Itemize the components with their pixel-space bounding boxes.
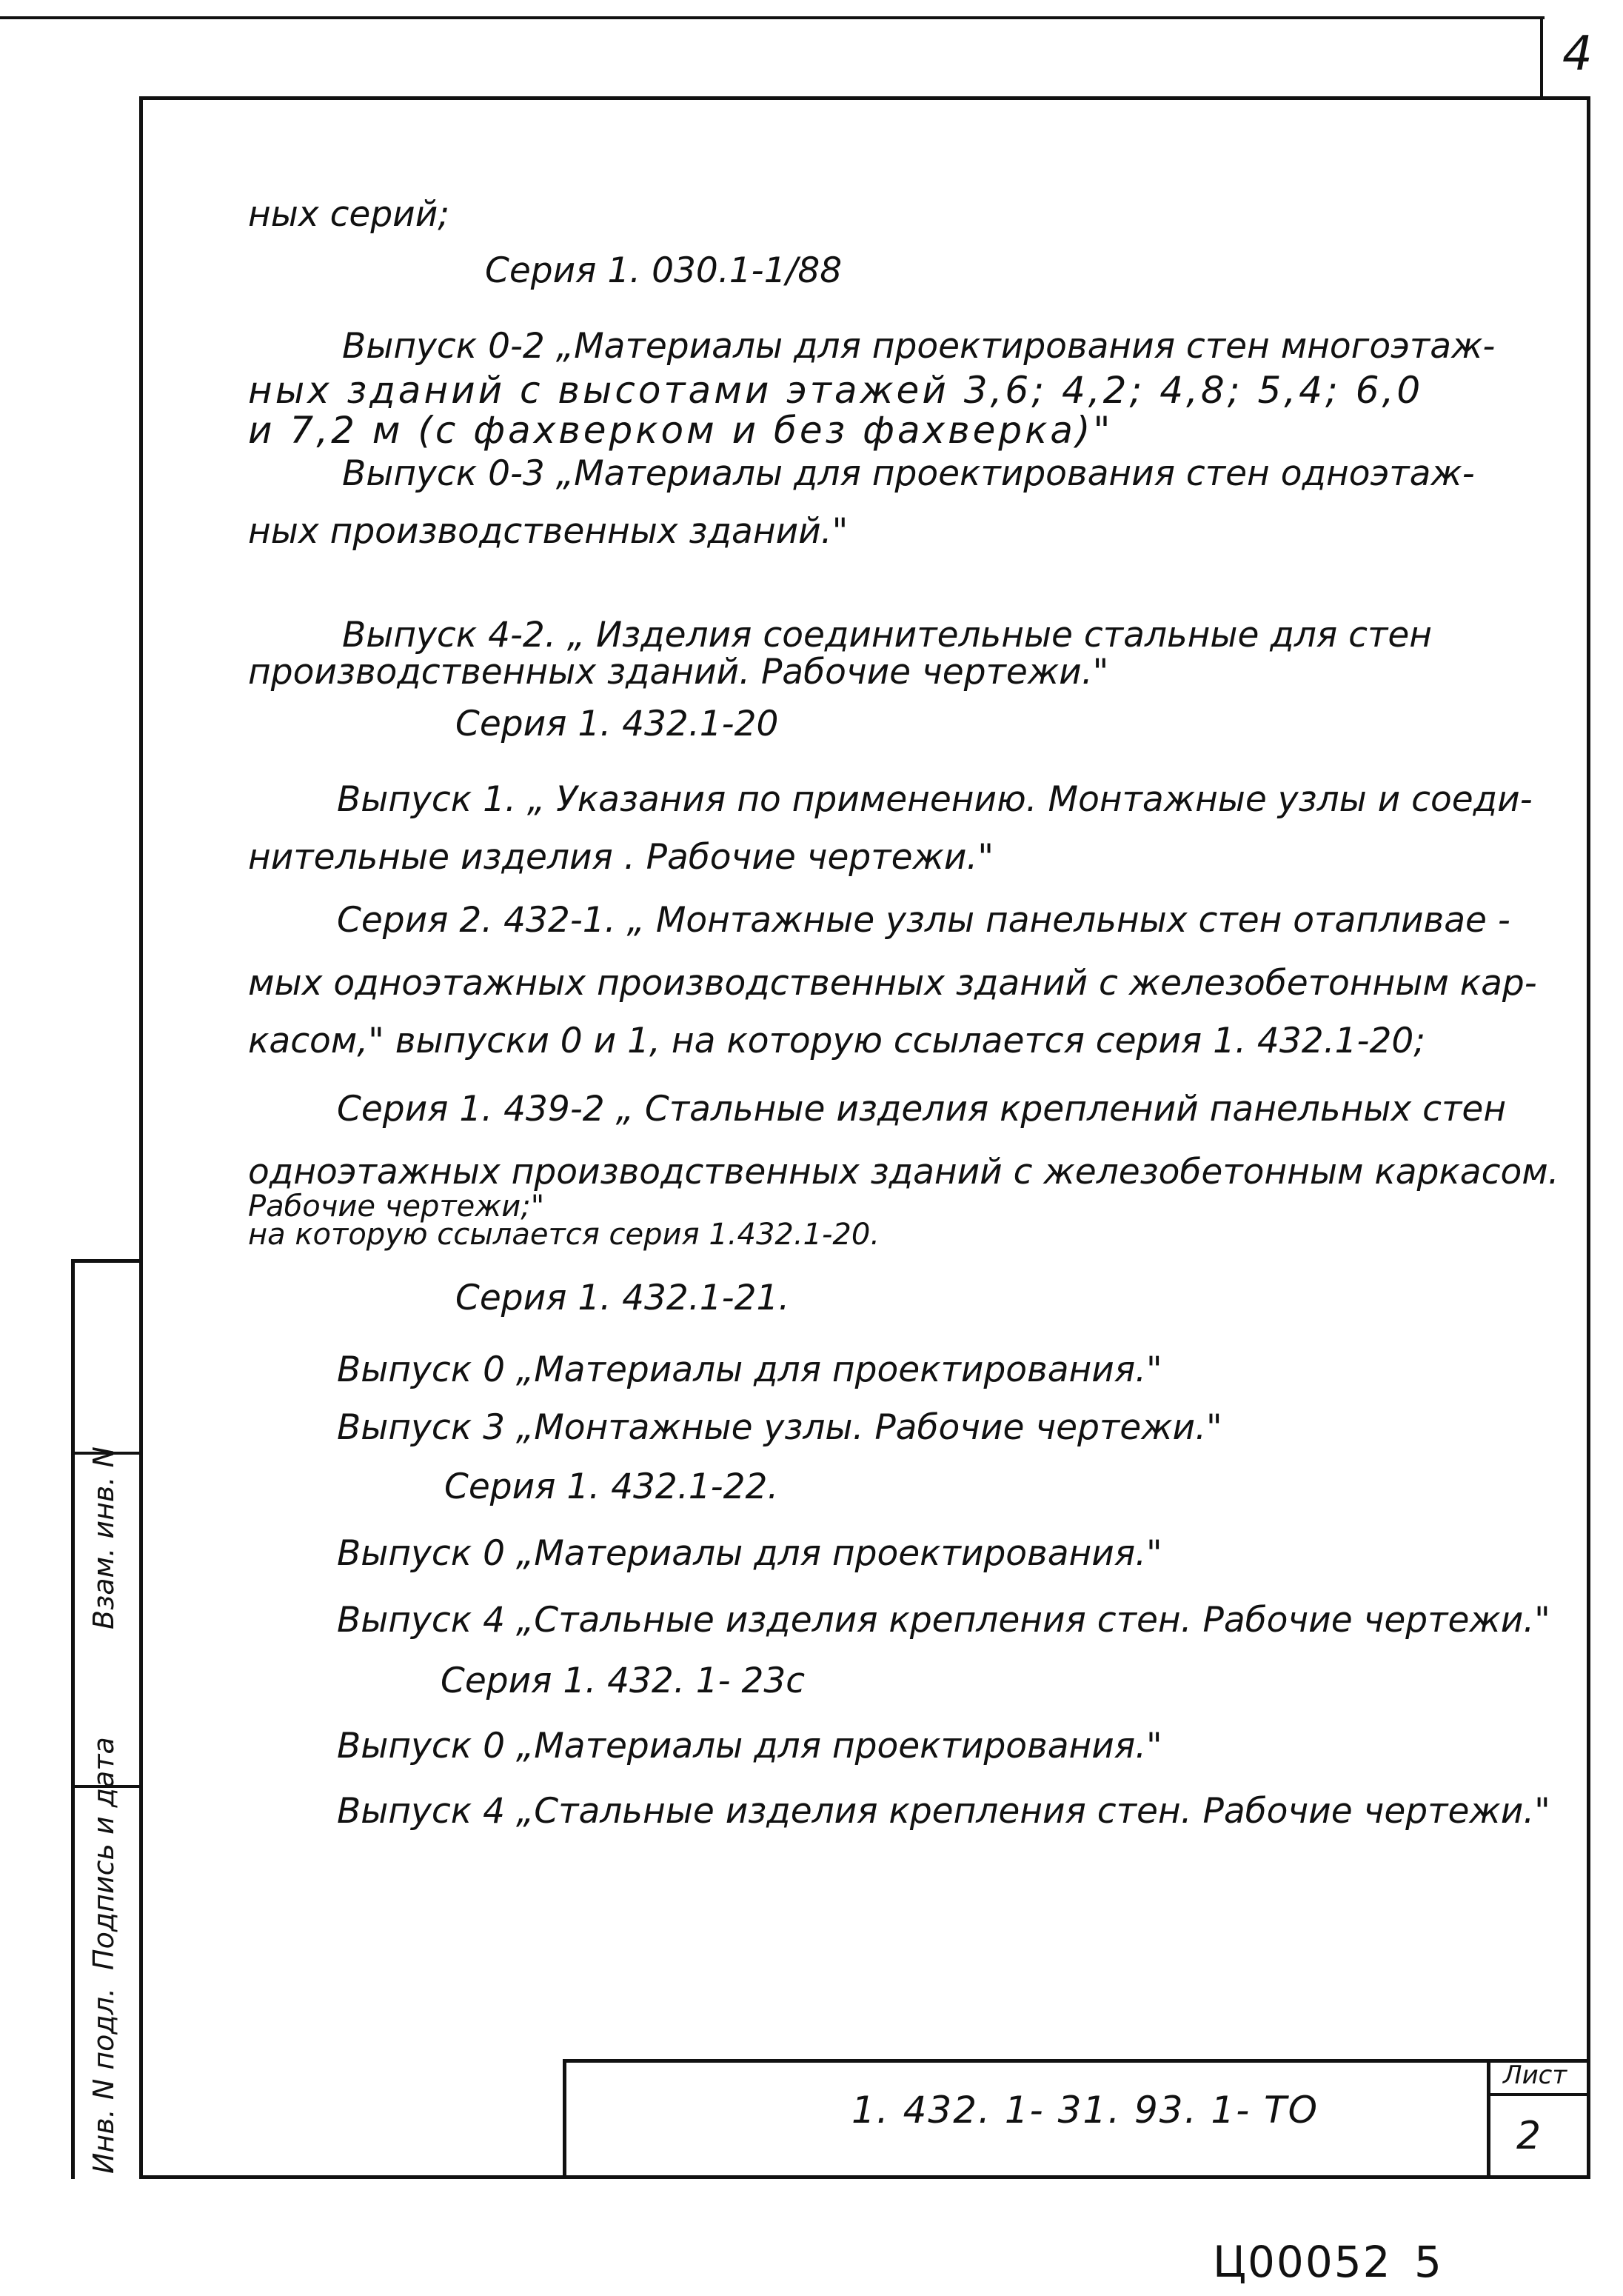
text-line: Выпуск 4 „Стальные изделия крепления стен. Рабочие чертежи.": [337, 1600, 1550, 1641]
archive-number: 5: [1414, 2237, 1442, 2287]
text-line: Выпуск 0 „Материалы для проектирования.": [337, 1349, 1162, 1390]
text-line: Выпуск 3 „Монтажные узлы. Рабочие чертежи.": [337, 1407, 1222, 1448]
document-code: 1. 432. 1- 31. 93. 1- ТО: [851, 2089, 1319, 2132]
sheet-divider: [1487, 2093, 1590, 2096]
text-line: Выпуск 1. „ Указания по применению. Монтажные узлы и соеди-: [337, 779, 1533, 820]
text-line: и 7,2 м (с фахверком и без фахверка)": [248, 409, 1114, 452]
sheet-number: 2: [1516, 2114, 1542, 2158]
series-heading: Серия 1. 432.1-20: [455, 704, 779, 744]
text-line: на которую ссылается серия 1.432.1-20.: [248, 1218, 880, 1252]
text-line: Выпуск 4 „Стальные изделия крепления стен. Рабочие чертежи.": [337, 1791, 1550, 1832]
sheet-label: Лист: [1503, 2060, 1567, 2090]
text-line: Выпуск 4-2. „ Изделия соединительные стальные для стен: [342, 615, 1432, 655]
page-number-divider: [1540, 16, 1543, 98]
text-line: мых одноэтажных производственных зданий с железобетонным кар-: [248, 963, 1537, 1004]
top-rule: [0, 16, 1545, 19]
series-heading: Серия 1. 432.1-21.: [455, 1278, 790, 1318]
text-line: ных серий;: [248, 194, 450, 235]
side-label-inv-orig-text: Инв. N подл.: [87, 1987, 120, 2174]
text-line: производственных зданий. Рабочие чертежи.": [248, 652, 1109, 693]
series-heading: Серия 1. 030.1-1/88: [485, 250, 843, 291]
series-heading: Серия 1. 432. 1- 23с: [441, 1661, 806, 1701]
series-heading: Серия 1. 432.1-22.: [444, 1466, 779, 1507]
text-line: Рабочие чертежи;": [248, 1189, 545, 1224]
text-line: нительные изделия . Рабочие чертежи.": [248, 837, 994, 878]
text-line: Серия 1. 439-2 „ Стальные изделия креплений панельных стен: [337, 1089, 1507, 1129]
text-line: Выпуск 0-2 „Материалы для проектирования стен многоэтаж-: [342, 326, 1496, 367]
side-label-signature-text: Подпись и дата: [87, 1737, 120, 1970]
text-line: одноэтажных производственных зданий с железобетонным каркасом.: [248, 1152, 1559, 1192]
text-line: Выпуск 0 „Материалы для проектирования.": [337, 1533, 1162, 1574]
text-line: Выпуск 0 „Материалы для проектирования.": [337, 1726, 1162, 1766]
text-line: Серия 2. 432-1. „ Монтажные узлы панельных стен отапливае -: [337, 900, 1510, 941]
side-label-replace-inv-text: Взам. инв. N: [87, 1446, 120, 1629]
text-line: ных производственных зданий.": [248, 511, 849, 552]
page-number: 4: [1562, 27, 1593, 81]
text-line: Выпуск 0-3 „Материалы для проектирования стен одноэтаж-: [342, 453, 1475, 494]
text-line: ных зданий с высотами этажей 3,6; 4,2; 4,8; 5,4; 6,0: [248, 369, 1424, 412]
text-line: касом," выпуски 0 и 1, на которую ссылается серия 1. 432.1-20;: [248, 1021, 1426, 1061]
archive-code: Ц00052: [1213, 2237, 1392, 2287]
